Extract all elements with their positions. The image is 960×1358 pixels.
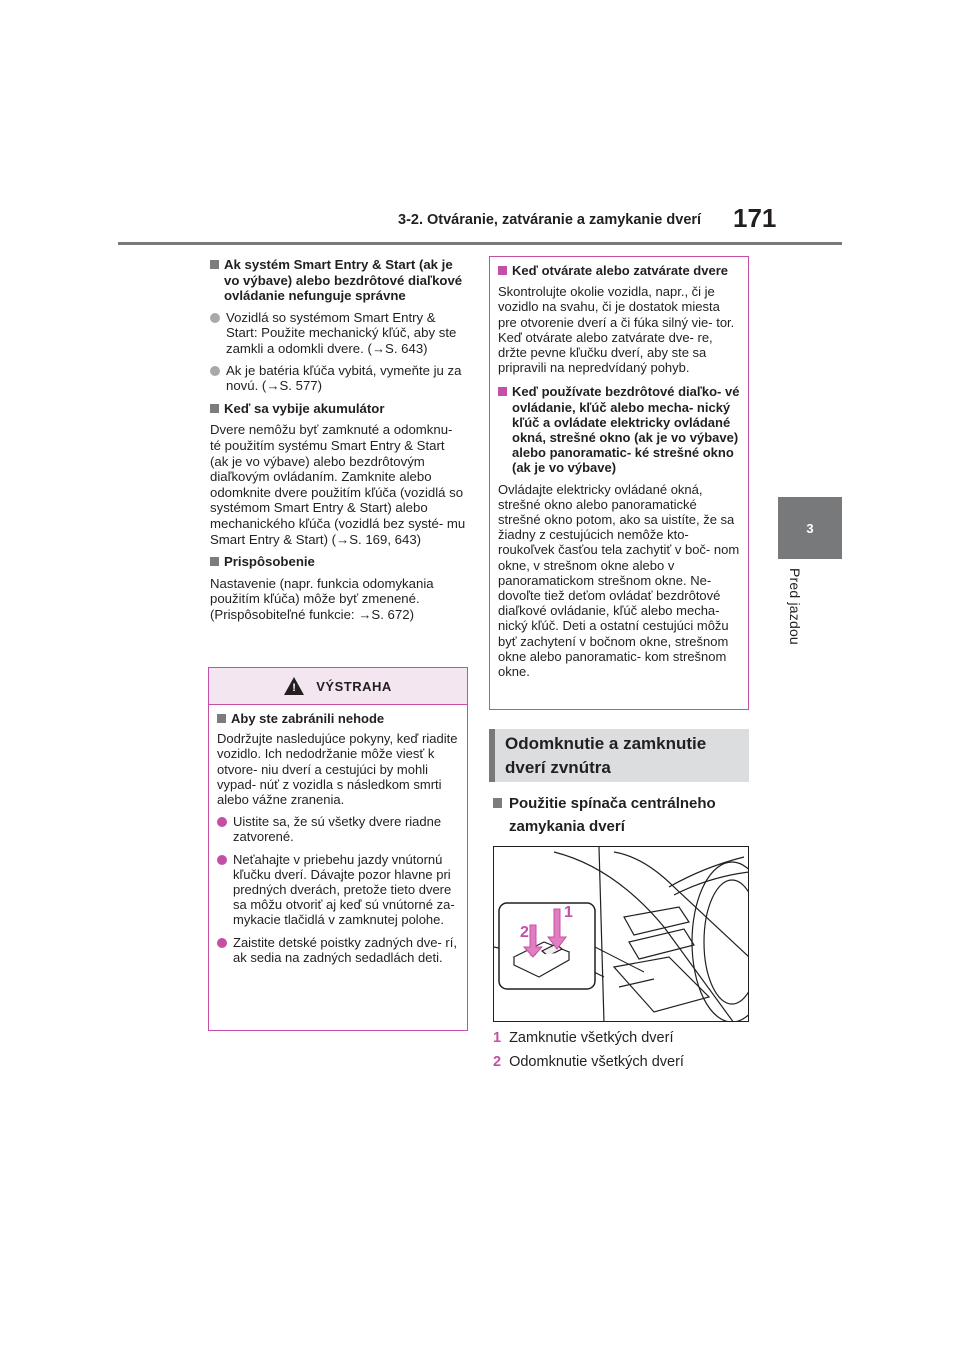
- circle-bullet-icon: [217, 938, 227, 948]
- interior-drawing: [494, 847, 749, 1022]
- note-heading-windows: Keď používate bezdrôtové diaľko- vé ovládanie, kľúč alebo mecha- nický kľúč a ovládate elektricky ovládané okná, strešné okno (ak je vo výbave) alebo panoramatic- ké strešné okno (ak je vo výbave): [498, 384, 740, 475]
- section-heading-box: [489, 729, 749, 782]
- heading-customization: Prispôsobenie: [210, 554, 466, 570]
- square-bullet-icon: [498, 387, 507, 396]
- paragraph: Ovládajte elektricky ovládané okná, strešné okno alebo panoramatické strešné okno potom, ako sa uistíte, že sa žiadny z cestujúcich nemôže kto- roukoľvek časťou tela zachytiť v boč- nom okne, v strešnom okne alebo v panoramatickom strešnom okne. Ne- dovoľte tiež deťom ovládať bezdrôtové diaľkové ovládanie, kľúč alebo mecha- nický kľúč. Deti a ostatní cestujúci môžu byť zachytení v bočnom okne, strešnom okne alebo panoramatic- kom strešnom okne.: [498, 481, 740, 680]
- bullet-item: Vozidlá so systémom Smart Entry & Start: Použite mechanický kľúč, aby ste zamkli a odomkli dvere. (→S. 643): [210, 310, 466, 357]
- warning-box: [208, 667, 468, 1031]
- chapter-label: Pred jazdou: [787, 568, 803, 645]
- page-number: 171: [733, 203, 777, 233]
- note-box: [489, 256, 749, 710]
- square-bullet-icon: [493, 798, 502, 808]
- note-heading-doors: Keď otvárate alebo zatvárate dvere: [498, 263, 740, 278]
- circle-bullet-icon: [210, 313, 220, 323]
- paragraph: Dvere nemôžu byť zamknuté a odomknu- té použitím systému Smart Entry & Start (ak je vo výbave) alebo bezdrôtovým diaľkovým ovládaním. Zamknite alebo odomknite dvere použitím kľúča (vozidlá so systémom Smart Entry & Start) alebo mechanického kľúča (vozidlá bez systé- mu Smart Entry & Start) (→S. 169, 643): [210, 422, 466, 547]
- square-bullet-icon: [210, 404, 219, 413]
- figure-legend: [493, 1028, 684, 1072]
- left-column: [210, 257, 466, 622]
- square-bullet-icon: [217, 714, 226, 723]
- warning-intro: Dodržujte nasledujúce pokyny, keď riadite vozidlo. Ich nedodržanie môže viesť k otvore- niu dverí a cestujúci by mohli vypad- núť z vozidla s následkom smrti alebo vážne zranenia.: [217, 731, 458, 808]
- warning-title: VÝSTRAHA: [316, 678, 392, 694]
- square-bullet-icon: [210, 260, 219, 269]
- legend-item: 1 Zamknutie všetkých dverí: [493, 1030, 674, 1046]
- callout-1: 1: [564, 904, 573, 921]
- header-rule: [118, 242, 842, 245]
- bullet-item: Neťahajte v priebehu jazdy vnútornú kľučku dverí. Dávajte pozor hlavne pri predných dverách, pretože tieto dvere sa môžu otvoriť aj keď sú vnútorné za- mykacie tlačidlá v zamknutej polohe.: [217, 852, 459, 928]
- heading-smart-entry: Ak systém Smart Entry & Start (ak je vo výbave) alebo bezdrôtové diaľkové ovládanie nefunguje správne: [210, 257, 466, 304]
- circle-bullet-icon: [217, 855, 227, 865]
- circle-bullet-icon: [217, 817, 227, 827]
- heading-battery: Keď sa vybije akumulátor: [210, 401, 466, 417]
- section-heading: Odomknutie a zamknutie dverí zvnútra: [505, 734, 707, 777]
- door-switch-illustration: [493, 846, 749, 1022]
- warning-heading: Aby ste zabránili nehode: [217, 711, 459, 726]
- subheading: Použitie spínača centrálneho zamykania dverí: [493, 792, 753, 838]
- warning-header: [209, 668, 467, 705]
- section-title: 3-2. Otváranie, zatváranie a zamykanie dverí: [398, 212, 702, 228]
- bullet-item: Uistite sa, že sú všetky dvere riadne zatvorené.: [217, 814, 459, 844]
- legend-item: 2 Odomknutie všetkých dverí: [493, 1054, 684, 1070]
- circle-bullet-icon: [210, 366, 220, 376]
- paragraph: Nastavenie (napr. funkcia odomykania použitím kľúča) môže byť zmenené. (Prispôsobiteľné funkcie: →S. 672): [210, 575, 434, 622]
- callout-2: 2: [520, 924, 529, 941]
- chapter-tab: [778, 497, 842, 559]
- warning-icon: !: [284, 677, 304, 695]
- bullet-item: Ak je batéria kľúča vybitá, vymeňte ju za novú. (→S. 577): [210, 363, 466, 394]
- square-bullet-icon: [498, 266, 507, 275]
- paragraph: Skontrolujte okolie vozidla, napr., či je vozidlo na svahu, či je dostatok miesta pre otvorenie dverí a či fúka silný vie- tor. Keď otvárate alebo zatvárate dve- re, držte pevne kľučku dverí, aby ste sa pripravili na nepredvídaný pohyb.: [498, 284, 735, 376]
- chapter-number: 3: [806, 520, 814, 536]
- square-bullet-icon: [210, 557, 219, 566]
- bullet-item: Zaistite detské poistky zadných dve- rí, ak sedia na zadných sedadlách deti.: [217, 935, 459, 965]
